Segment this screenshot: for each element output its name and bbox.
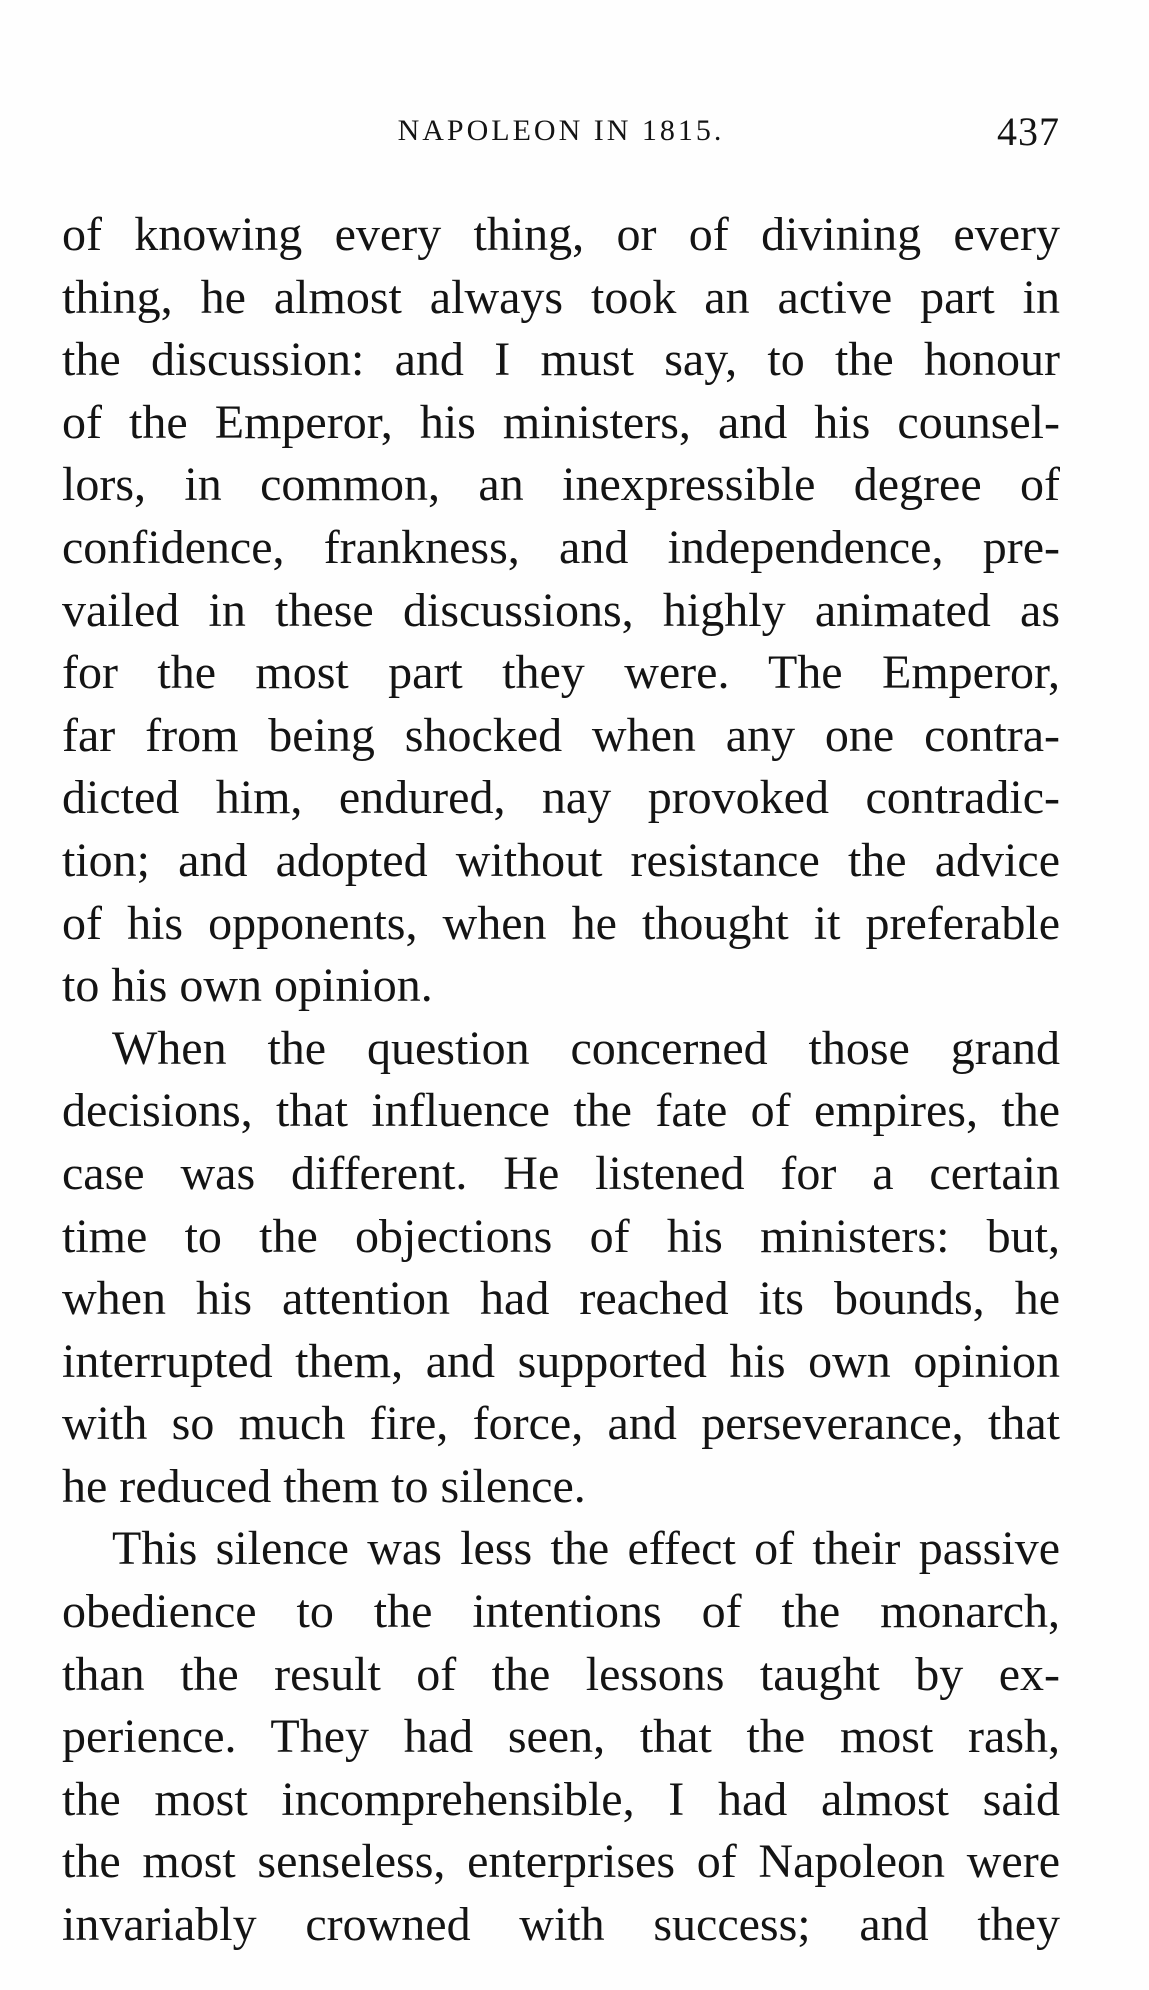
text-line: of knowing every thing, or of divining every bbox=[62, 208, 1060, 261]
text-line: time to the objections of his ministers: but, bbox=[62, 1209, 1060, 1263]
text-line: of the Emperor, his ministers, and his counsel- bbox=[62, 395, 1060, 449]
text-line: thing, he almost always took an active part in bbox=[62, 270, 1060, 324]
text-line: interrupted them, and supported his own opinion bbox=[62, 1334, 1060, 1388]
paragraph-2 bbox=[62, 1018, 1060, 1519]
text-line: to his own opinion. bbox=[62, 959, 433, 1013]
running-head bbox=[62, 108, 1060, 168]
text-line: the most incomprehensible, I had almost said bbox=[62, 1772, 1060, 1826]
text-line: tion; and adopted without resistance the advice bbox=[62, 833, 1060, 887]
text-line: of his opponents, when he thought it preferable bbox=[62, 896, 1060, 950]
text-line: dicted him, endured, nay provoked contradic- bbox=[62, 771, 1060, 825]
running-title: NAPOLEON IN 1815. bbox=[397, 114, 725, 147]
text-line: This silence was less the effect of their passive bbox=[112, 1522, 1060, 1576]
paragraph-3 bbox=[62, 1518, 1060, 1956]
text-line: case was different. He listened for a certain bbox=[62, 1146, 1060, 1200]
text-line: obedience to the intentions of the monarch, bbox=[62, 1585, 1060, 1639]
paragraph-1 bbox=[62, 204, 1060, 1018]
text-line: invariably crowned with success; and they bbox=[62, 1898, 1060, 1952]
text-line: than the result of the lessons taught by ex- bbox=[62, 1647, 1060, 1701]
text-line: confidence, frankness, and independence, pre- bbox=[62, 520, 1060, 574]
page-number: 437 bbox=[997, 109, 1060, 154]
text-line: decisions, that influence the fate of empires, the bbox=[62, 1084, 1060, 1138]
text-line: lors, in common, an inexpressible degree of bbox=[62, 458, 1060, 512]
text-line: vailed in these discussions, highly animated as bbox=[62, 583, 1060, 637]
text-line: the discussion: and I must say, to the honour bbox=[62, 333, 1060, 387]
text-line: the most senseless, enterprises of Napoleon were bbox=[62, 1835, 1060, 1889]
text-line: When the question concerned those grand bbox=[112, 1021, 1060, 1075]
text-line: he reduced them to silence. bbox=[62, 1459, 586, 1513]
text-line: for the most part they were. The Emperor, bbox=[62, 646, 1060, 700]
text-line: far from being shocked when any one contra- bbox=[62, 708, 1060, 762]
text-line: perience. They had seen, that the most rash, bbox=[62, 1710, 1060, 1764]
body-text bbox=[62, 204, 1060, 1957]
text-line: when his attention had reached its bounds, he bbox=[62, 1272, 1060, 1326]
text-line: with so much fire, force, and perseverance, that bbox=[62, 1397, 1060, 1451]
